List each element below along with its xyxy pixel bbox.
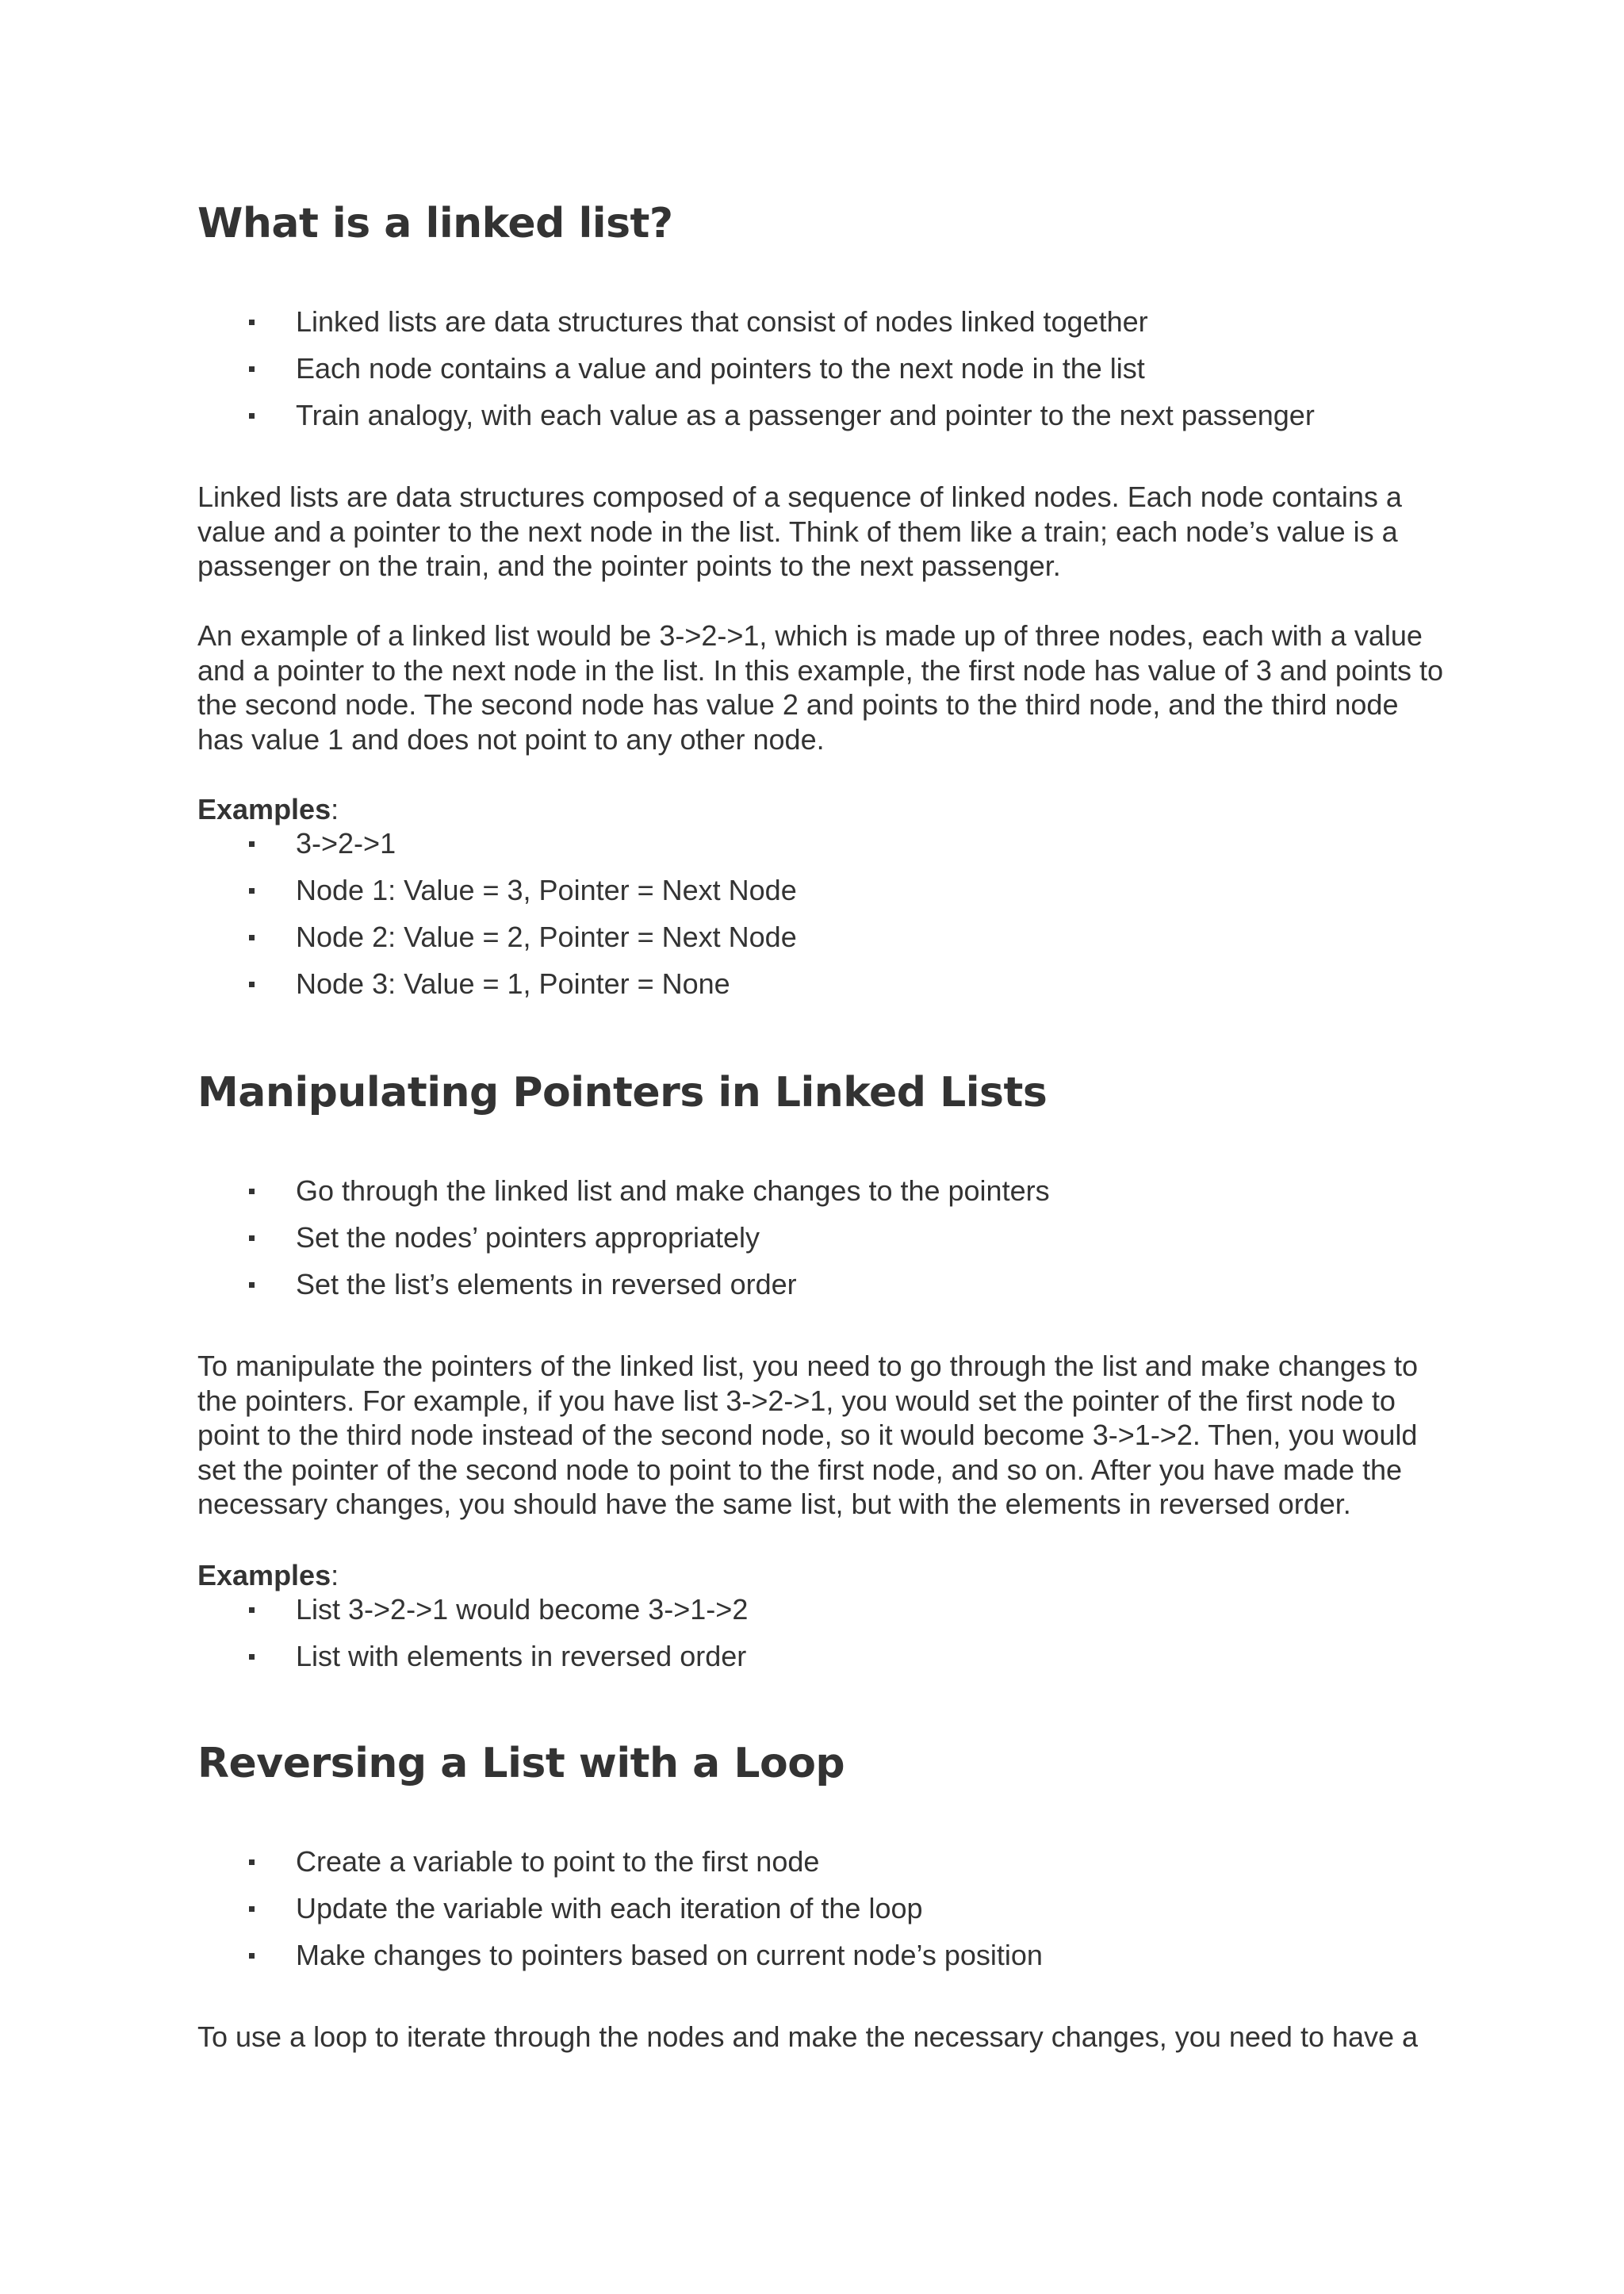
- bullet-item: Set the list’s elements in reversed order: [197, 1261, 1050, 1308]
- bullet-item: Make changes to pointers based on current node’s position: [197, 1932, 1043, 1978]
- examples-list: [197, 820, 797, 1007]
- examples-label-colon: :: [331, 1559, 339, 1591]
- examples-label-colon: :: [331, 793, 339, 825]
- section-heading: Manipulating Pointers in Linked Lists: [197, 1069, 1048, 1116]
- example-item: Node 3: Value = 1, Pointer = None: [197, 960, 797, 1007]
- bullet-list: [197, 1167, 1050, 1308]
- examples-list: [197, 1586, 748, 1679]
- bullet-item: Create a variable to point to the first node: [197, 1838, 1043, 1885]
- section-heading: Reversing a List with a Loop: [197, 1740, 845, 1787]
- example-item: List with elements in reversed order: [197, 1633, 748, 1679]
- body-paragraph: To use a loop to iterate through the nodes and make the necessary changes, you need to have a: [197, 2020, 1419, 2053]
- example-item: 3->2->1: [197, 820, 797, 867]
- bullet-item: Each node contains a value and pointers to the next node in the list: [197, 345, 1315, 392]
- bullet-list: [197, 298, 1315, 439]
- examples-label-text: Examples: [197, 793, 331, 825]
- section-heading: What is a linked list?: [197, 200, 673, 247]
- bullet-item: Go through the linked list and make changes to the pointers: [197, 1167, 1050, 1214]
- body-paragraph: To manipulate the pointers of the linked list, you need to go through the list and make changes to the pointers. For example, if you have list 3->2->1, you would set the pointer of the first node to point to the third node instead of the second node, so it would become 3->1->2. Then, you would set the pointer of the second node to point to the first node, and so on. After you have made the necessary changes, you should have the same list, but with the elements in reversed order.: [197, 1350, 1418, 1520]
- body-paragraph: Linked lists are data structures composed of a sequence of linked nodes. Each node contains a value and a pointer to the next node in the list. Think of them like a train; each node’s value is a passenger on the train, and the pointer points to the next passenger.: [197, 481, 1402, 582]
- example-item: Node 2: Value = 2, Pointer = Next Node: [197, 913, 797, 960]
- body-paragraph: An example of a linked list would be 3->2->1, which is made up of three nodes, each with a value and a pointer to the next node in the list. In this example, the first node has value of 3 and points to the second node. The second node has value 2 and points to the third node, and the third node has value 1 and does not point to any other node.: [197, 619, 1444, 756]
- example-item: Node 1: Value = 3, Pointer = Next Node: [197, 867, 797, 913]
- bullet-item: Set the nodes’ pointers appropriately: [197, 1214, 1050, 1261]
- bullet-item: Train analogy, with each value as a passenger and pointer to the next passenger: [197, 392, 1315, 439]
- examples-label-text: Examples: [197, 1559, 331, 1591]
- example-item: List 3->2->1 would become 3->1->2: [197, 1586, 748, 1633]
- bullet-list: [197, 1838, 1043, 1978]
- bullet-item: Update the variable with each iteration of the loop: [197, 1885, 1043, 1932]
- bullet-item: Linked lists are data structures that consist of nodes linked together: [197, 298, 1315, 345]
